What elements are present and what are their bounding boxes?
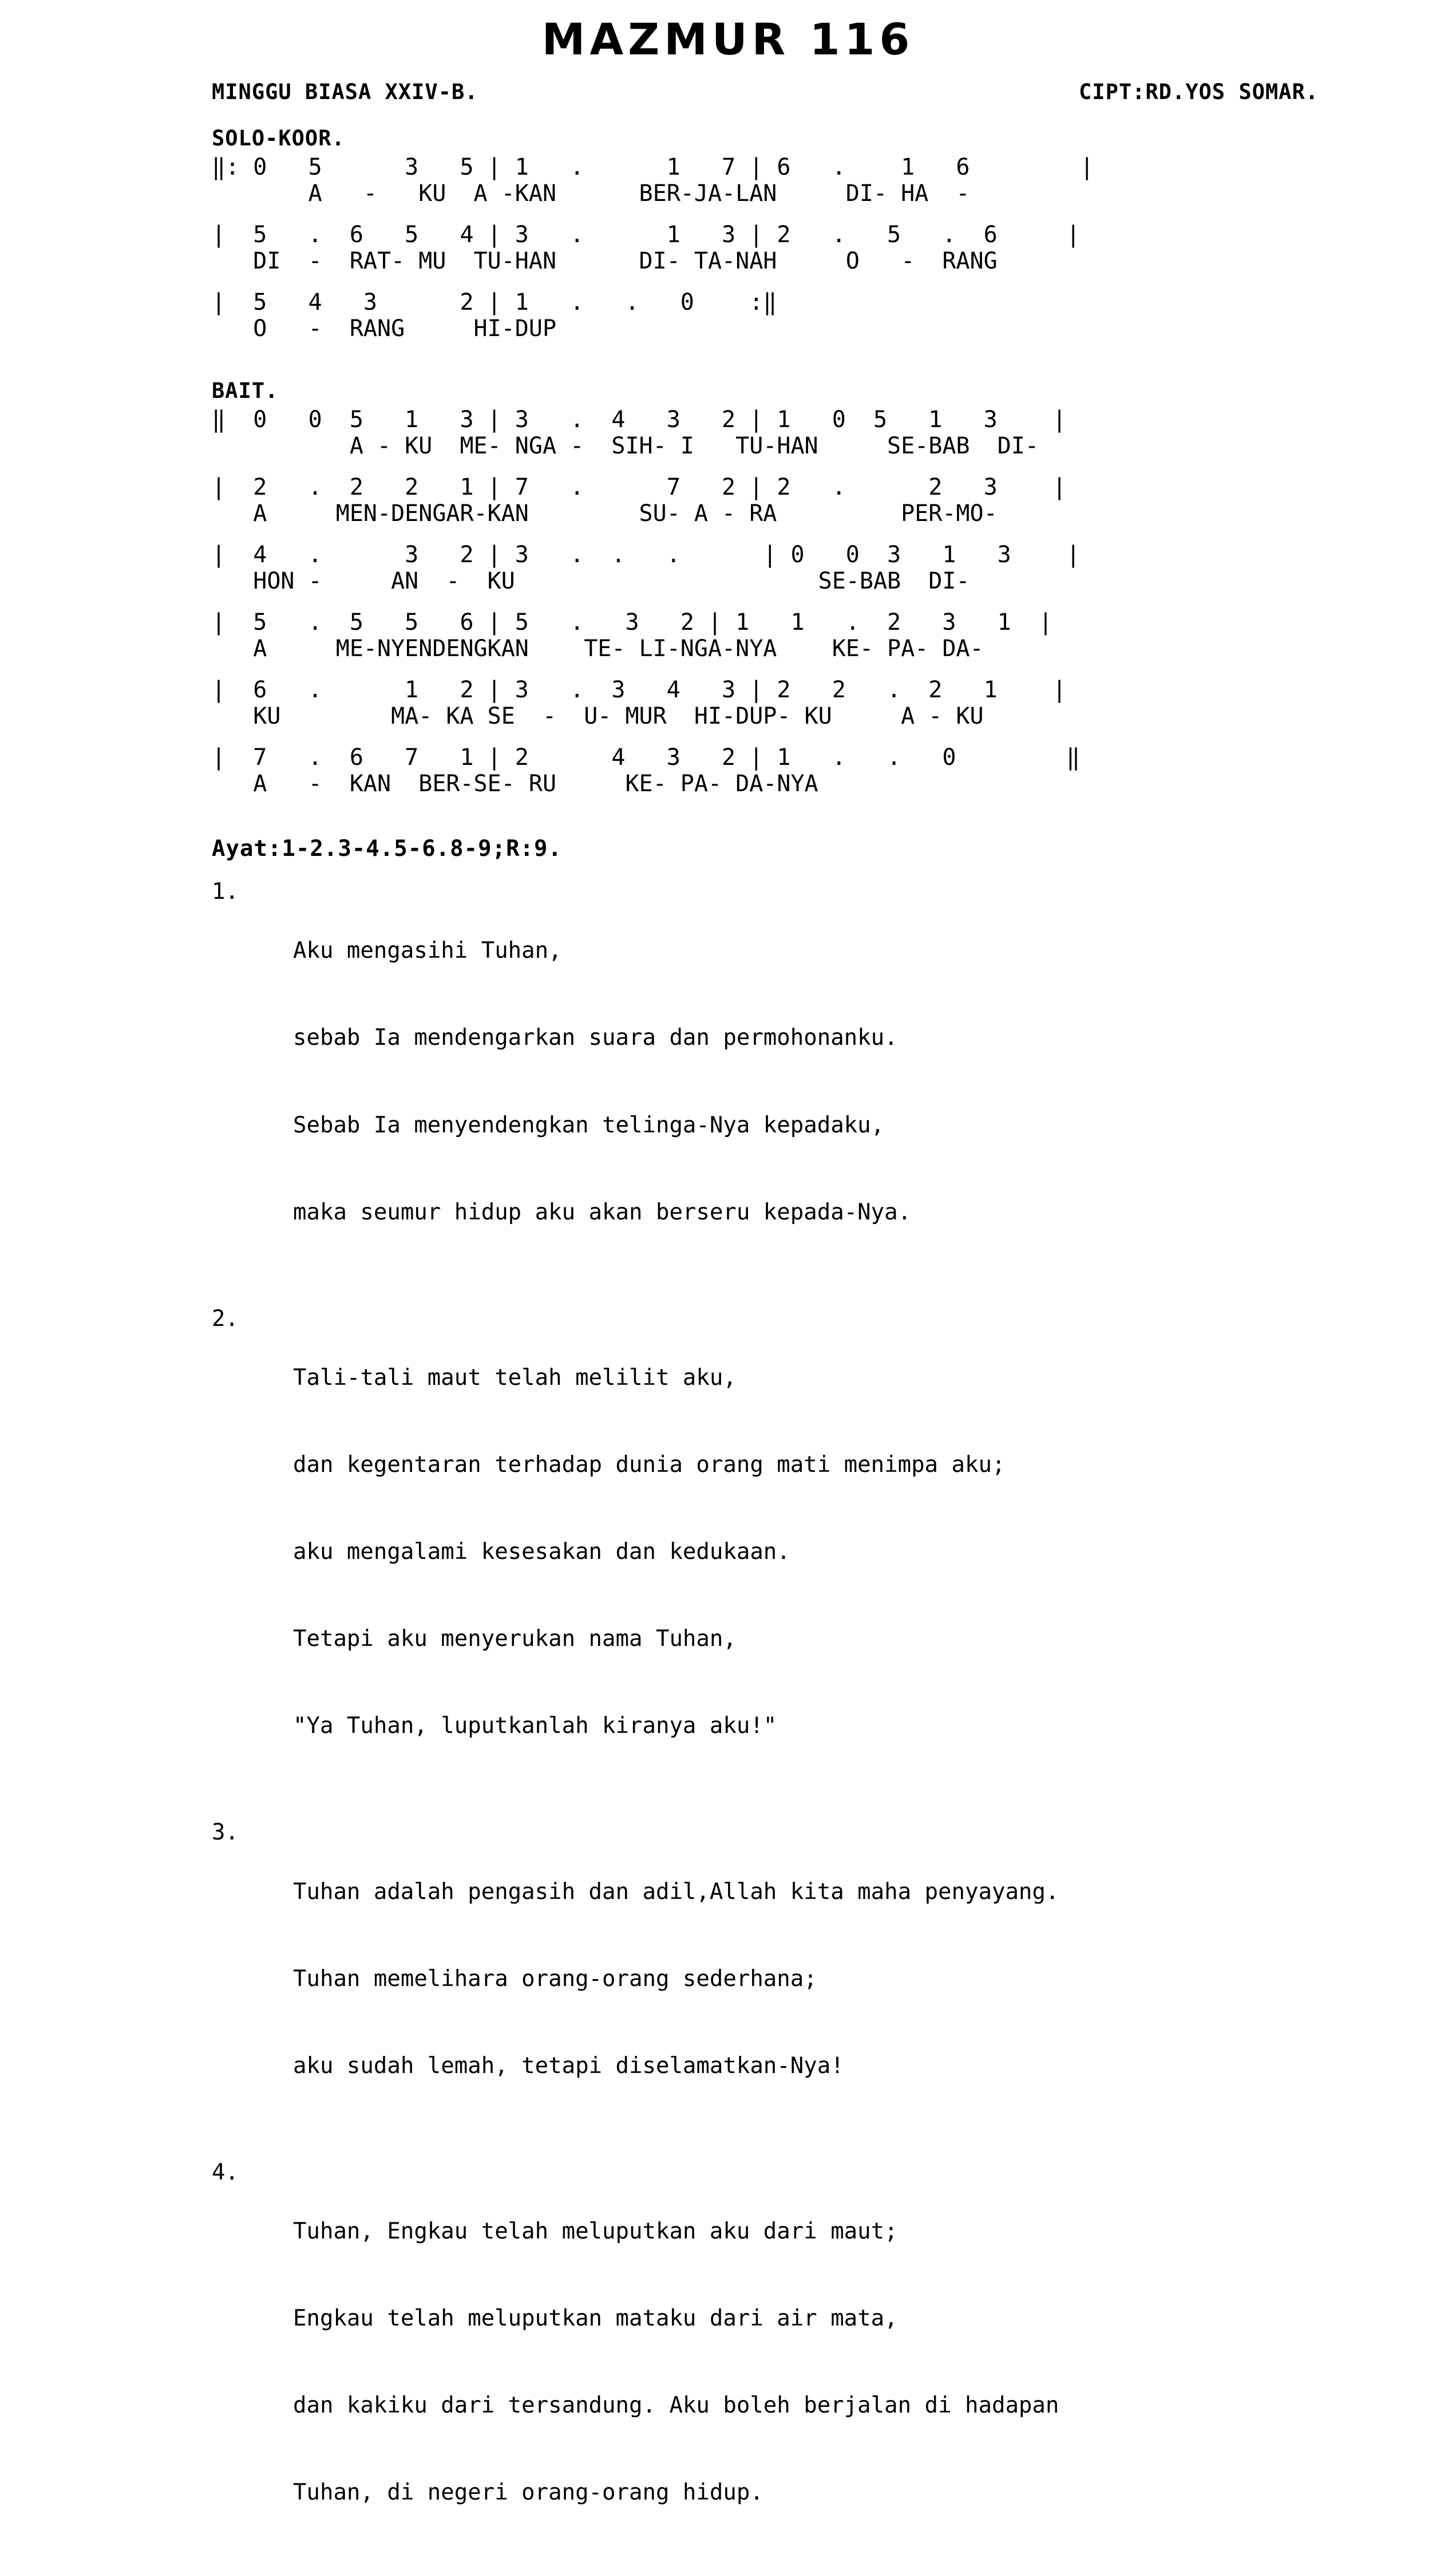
- composer-credit: CIPT:RD.YOS SOMAR.: [1079, 80, 1319, 104]
- verse-number: 1.: [212, 879, 239, 905]
- verse-item: [212, 879, 1387, 1285]
- verse-line: Tali-tali maut telah melilit aku,: [293, 1365, 737, 1391]
- verses-list: [0, 879, 1456, 2566]
- header-row: [0, 80, 1456, 104]
- verse-item: [212, 1306, 1387, 1799]
- lyrics-row: A - KAN BER-SE- RU KE- PA- DA-NYA: [212, 771, 818, 797]
- verse-text: [293, 1306, 1005, 1799]
- staff-line: [0, 609, 1456, 677]
- verse-line: Tuhan, Engkau telah meluputkan aku dari maut;: [293, 2218, 898, 2245]
- verse-text: [293, 1819, 1059, 2139]
- lyrics-row: A ME-NYENDENGKAN TE- LI-NGA-NYA KE- PA- DA-: [212, 635, 984, 662]
- verse-number: 3.: [212, 1819, 239, 1846]
- verse-line: Sebab Ia menyendengkan telinga-Nya kepadaku,: [293, 1112, 885, 1138]
- notation-row: | 5 . 6 5 4 | 3 . 1 3 | 2 . 5 . 6 |: [212, 222, 1081, 248]
- liturgical-occasion: MINGGU BIASA XXIV-B.: [212, 80, 478, 104]
- notation-row: | 5 4 3 2 | 1 . . 0 :‖: [212, 289, 777, 315]
- verse-line: dan kegentaran terhadap dunia orang mati menimpa aku;: [293, 1452, 1006, 1478]
- verse-number: 2.: [212, 1305, 239, 1332]
- staff-line: [0, 677, 1456, 744]
- lyrics-row: A - KU A -KAN BER-JA-LAN DI- HA -: [212, 180, 970, 207]
- staff-line: [0, 222, 1456, 289]
- verse-line: Engkau telah meluputkan mataku dari air mata,: [293, 2306, 898, 2332]
- staff-line: [0, 744, 1456, 812]
- lyrics-row: A MEN-DENGAR-KAN SU- A - RA PER-MO-: [212, 500, 998, 527]
- notation-row: | 7 . 6 7 1 | 2 4 3 2 | 1 . . 0 ‖: [212, 744, 1081, 771]
- page-title: MAZMUR 116: [541, 14, 915, 65]
- verse-number: 4.: [212, 2159, 239, 2185]
- verse-line: dan kakiku dari tersandung. Aku boleh berjalan di hadapan: [293, 2393, 1059, 2419]
- notation-row: | 4 . 3 2 | 3 . . . | 0 0 3 1 3 |: [212, 542, 1081, 568]
- lyrics-row: A - KU ME- NGA - SIH- I TU-HAN SE-BAB DI-: [212, 433, 1039, 459]
- notation-row: | 2 . 2 2 1 | 7 . 7 2 | 2 . 2 3 |: [212, 474, 1067, 500]
- lyrics-row: DI - RAT- MU TU-HAN DI- TA-NAH O - RANG: [212, 248, 998, 274]
- notation-row: | 5 . 5 5 6 | 5 . 3 2 | 1 1 . 2 3 1 |: [212, 609, 1053, 635]
- notation-row: ‖ 0 0 5 1 3 | 3 . 4 3 2 | 1 0 5 1 3 |: [212, 406, 1067, 433]
- verse-line: Tetapi aku menyerukan nama Tuhan,: [293, 1626, 737, 1652]
- notation-row: ‖: 0 5 3 5 | 1 . 1 7 | 6 . 1 6 |: [212, 154, 1094, 180]
- ayat-reference: Ayat:1-2.3-4.5-6.8-9;R:9.: [212, 836, 562, 862]
- staff-line: [0, 474, 1456, 542]
- notation-row: | 6 . 1 2 | 3 . 3 4 3 | 2 2 . 2 1 |: [212, 677, 1067, 703]
- verse-line: Tuhan memelihara orang-orang sederhana;: [293, 1965, 817, 1992]
- staff-line: [0, 542, 1456, 609]
- verse-text: [293, 879, 911, 1285]
- lyrics-row: O - RANG HI-DUP: [212, 315, 557, 342]
- verse-line: maka seumur hidup aku akan berseru kepada-Nya.: [293, 1199, 912, 1225]
- section-label-bait: BAIT.: [212, 378, 279, 403]
- song-sheet-page: [0, 14, 1456, 2506]
- verse-item: [212, 1819, 1387, 2139]
- verse-line: "Ya Tuhan, luputkanlah kiranya aku!": [293, 1713, 777, 1739]
- verse-line: aku mengalami kesesakan dan kedukaan.: [293, 1539, 790, 1565]
- section-label-solo-koor: SOLO-KOOR.: [212, 126, 345, 151]
- lyrics-row: HON - AN - KU SE-BAB DI-: [212, 568, 970, 594]
- verse-text: [293, 2160, 1059, 2566]
- verse-item: [212, 2160, 1387, 2566]
- verse-line: Tuhan adalah pengasih dan adil,Allah kita maha penyayang.: [293, 1878, 1059, 1905]
- verse-line: Tuhan, di negeri orang-orang hidup.: [293, 2480, 763, 2506]
- staff-line: [0, 289, 1456, 357]
- verse-line: aku sudah lemah, tetapi diselamatkan-Nya!: [293, 2052, 844, 2079]
- staff-line: [0, 406, 1456, 474]
- staff-line: [0, 154, 1456, 222]
- verse-line: sebab Ia mendengarkan suara dan permohonanku.: [293, 1025, 898, 1051]
- lyrics-row: KU MA- KA SE - U- MUR HI-DUP- KU A - KU: [212, 703, 984, 729]
- verse-line: Aku mengasihi Tuhan,: [293, 938, 562, 964]
